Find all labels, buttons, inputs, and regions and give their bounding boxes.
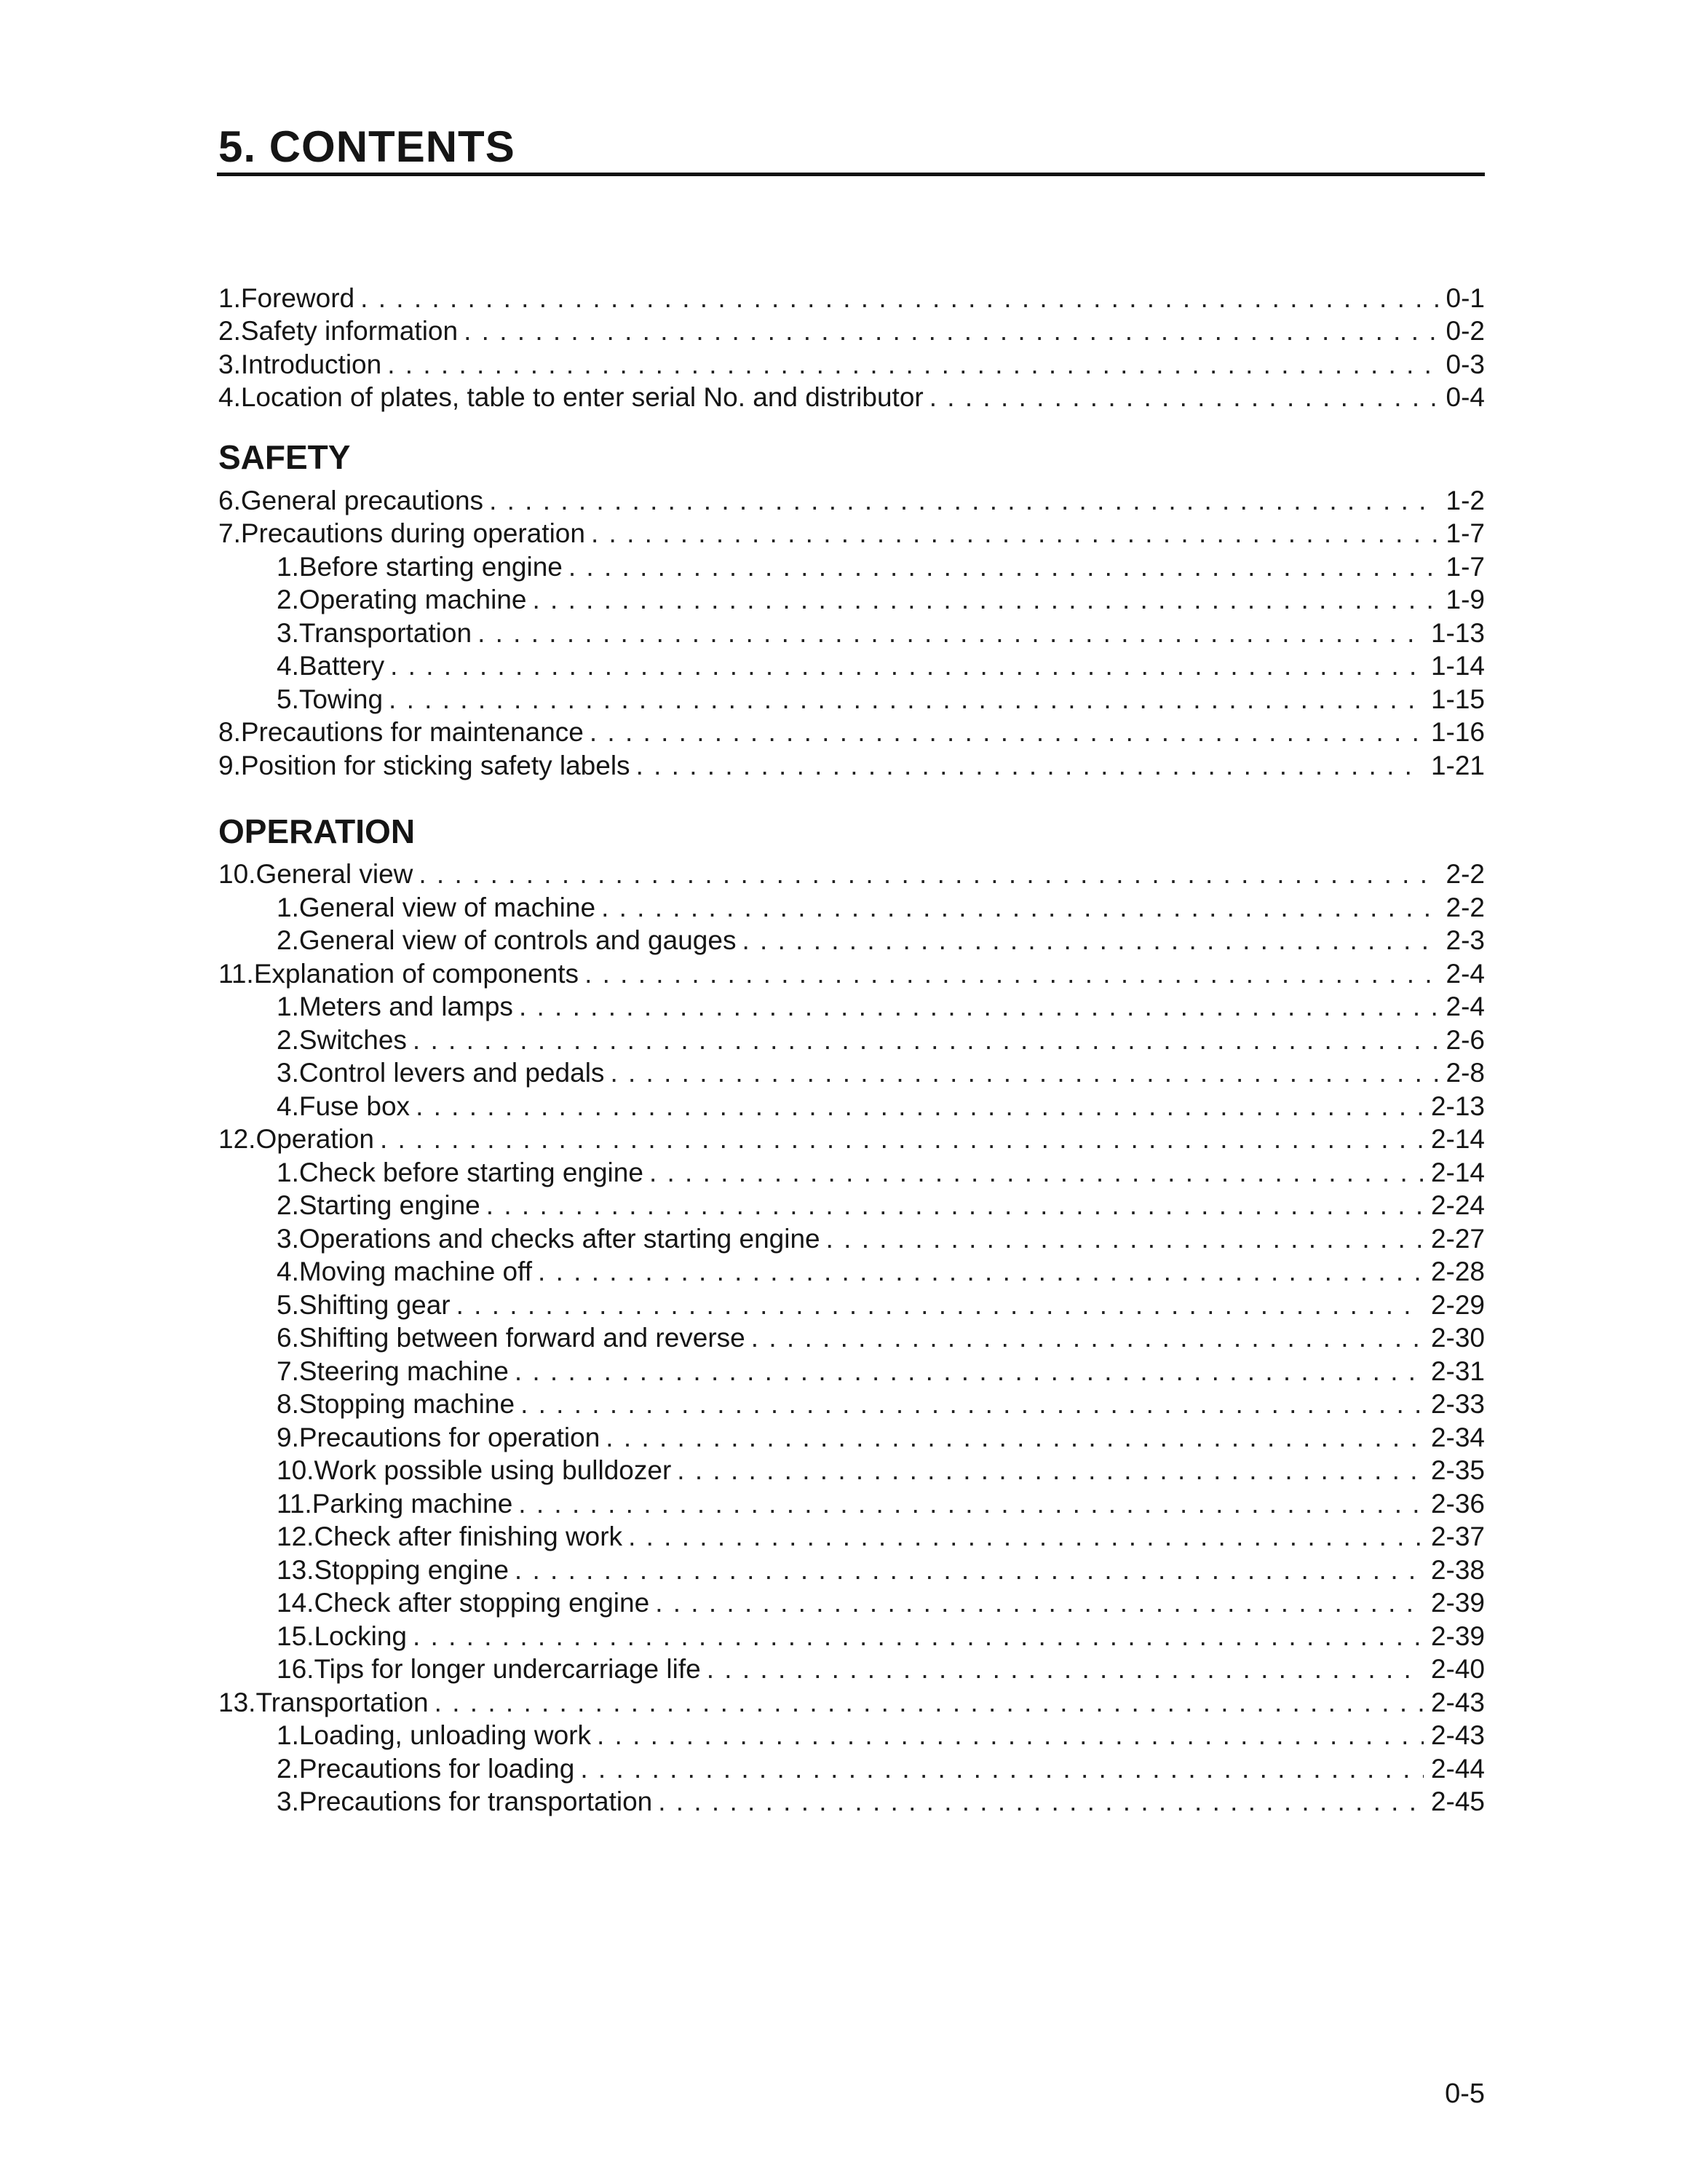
toc-entry-page: 2-29: [1430, 1289, 1485, 1320]
toc-entry-page: 2-34: [1430, 1422, 1485, 1452]
toc-entry-label: Work possible using bulldozer: [314, 1455, 672, 1485]
toc-entry-number: 2.: [277, 1753, 299, 1784]
toc-entry-label: Starting engine: [298, 1190, 480, 1220]
toc-entry[interactable]: [218, 1619, 1485, 1653]
toc-entry-label: Before starting engine: [298, 551, 563, 582]
toc-entry-label: Foreword: [240, 282, 355, 313]
toc-entry-page: 0-3: [1446, 349, 1485, 379]
toc-entry[interactable]: [218, 616, 1485, 649]
toc-entry-page: 2-4: [1446, 992, 1485, 1021]
toc-entry-number: 2.: [218, 316, 241, 346]
toc-entry-page: 1-14: [1430, 651, 1485, 681]
toc-entry-label: Precautions for transportation: [298, 1787, 653, 1816]
toc-rows: [218, 858, 1485, 1819]
dot-leader: [591, 518, 1439, 550]
toc-entry-number: 10.: [277, 1455, 314, 1485]
dot-leader: [515, 1554, 1424, 1586]
toc-entry-number: 4.: [277, 651, 299, 681]
toc-entry-number: 3.: [277, 617, 299, 648]
dot-leader: [519, 991, 1439, 1023]
toc-entry-label: Shifting gear: [298, 1289, 451, 1320]
toc-entry-number: 11.: [277, 1488, 312, 1519]
toc-entry-label: Operations and checks after starting engine: [298, 1223, 820, 1254]
toc-entry-number: 10.: [218, 859, 256, 889]
toc-entry-page: 0-4: [1446, 382, 1485, 412]
toc-entry-label: Control levers and pedals: [298, 1058, 605, 1088]
toc-entry-page: 2-3: [1446, 925, 1485, 955]
toc-entry[interactable]: [218, 890, 1485, 924]
dot-leader: [435, 1687, 1424, 1719]
toc-entry-page: 2-44: [1430, 1753, 1485, 1784]
toc-entry-label: Towing: [298, 684, 384, 714]
toc-entry[interactable]: [218, 1089, 1485, 1123]
toc-entry-label: Introduction: [240, 349, 382, 379]
section-heading-safety: SAFETY: [218, 438, 351, 476]
toc-entry-number: 4.: [277, 1257, 299, 1286]
toc-entry-label: Precautions for maintenance: [240, 717, 584, 747]
toc-entry-label: Transportation: [255, 1687, 429, 1717]
dot-leader: [380, 1123, 1424, 1155]
toc-entry-number: 1.: [277, 1720, 299, 1750]
toc-entry[interactable]: [218, 550, 1485, 583]
toc-entry-page: 2-38: [1430, 1554, 1485, 1585]
toc-entry-label: General view: [255, 859, 413, 889]
toc-entry[interactable]: [218, 1719, 1485, 1752]
page-number: 0-5: [1445, 2078, 1485, 2109]
page-title: 5. CONTENTS: [218, 122, 515, 171]
toc-entry-label: General view of machine: [298, 892, 596, 922]
toc-entry-label: Operation: [255, 1124, 374, 1154]
toc-entry[interactable]: [218, 1586, 1485, 1620]
toc-entry-number: 14.: [277, 1588, 314, 1618]
toc-entry-number: 12.: [218, 1124, 256, 1154]
toc-entry[interactable]: [218, 1487, 1485, 1520]
dot-leader: [580, 1753, 1424, 1785]
toc-entry[interactable]: [218, 281, 1485, 314]
toc-entry[interactable]: [218, 583, 1485, 617]
toc-entry-page: 2-39: [1430, 1588, 1485, 1618]
toc-entry-number: 1.: [218, 282, 241, 313]
toc-entry[interactable]: [218, 716, 1485, 749]
dot-leader: [419, 858, 1438, 890]
dot-leader: [413, 1621, 1424, 1653]
dot-leader: [538, 1256, 1424, 1288]
toc-entry-page: 2-13: [1430, 1091, 1485, 1121]
toc-entry-number: 5.: [277, 684, 299, 714]
toc-entry-label: Moving machine off: [298, 1257, 533, 1286]
toc-entry[interactable]: [218, 1255, 1485, 1289]
toc-group-operation: [218, 811, 1485, 1819]
toc-entry-page: 2-31: [1430, 1356, 1485, 1386]
toc-rows: [218, 483, 1485, 782]
toc-entry[interactable]: [218, 1752, 1485, 1785]
toc-entry-page: 2-39: [1430, 1621, 1485, 1651]
toc-entry-label: General precautions: [240, 485, 484, 515]
dot-leader: [416, 1091, 1424, 1123]
toc-entry-label: Loading, unloading work: [298, 1720, 591, 1750]
toc-entry-number: 9.: [277, 1422, 299, 1452]
toc-rows: [218, 281, 1485, 414]
toc-entry-number: 7.: [277, 1356, 299, 1386]
dot-leader: [387, 349, 1438, 381]
toc-entry-number: 2.: [277, 1024, 299, 1055]
toc-entry[interactable]: [218, 1685, 1485, 1719]
toc-entry[interactable]: [218, 1785, 1485, 1819]
toc-entry-page: 2-43: [1430, 1720, 1485, 1750]
toc-entry[interactable]: [218, 649, 1485, 683]
toc-entry[interactable]: [218, 1388, 1485, 1421]
dot-leader: [584, 958, 1438, 990]
toc-entry-number: 13.: [218, 1687, 256, 1717]
toc-entry-label: Check before starting engine: [298, 1157, 643, 1187]
dot-leader: [518, 1488, 1424, 1520]
toc-entry-number: 12.: [277, 1522, 314, 1551]
toc-entry-number: 2.: [277, 1190, 299, 1220]
toc-entry[interactable]: [218, 1155, 1485, 1189]
toc-entry-number: 8.: [218, 717, 241, 747]
toc-entry[interactable]: [218, 1520, 1485, 1554]
toc-group-safety: [218, 437, 1485, 782]
dot-leader: [389, 684, 1424, 716]
toc-entry-label: Stopping engine: [314, 1554, 509, 1585]
toc-entry[interactable]: [218, 1023, 1485, 1056]
toc-entry-label: Tips for longer undercarriage life: [314, 1654, 701, 1684]
toc-entry[interactable]: [218, 1653, 1485, 1686]
toc-entry-label: Precautions during operation: [240, 518, 585, 548]
toc-entry-page: 2-14: [1430, 1157, 1485, 1187]
toc-entry-number: 3.: [277, 1058, 299, 1088]
toc-entry-number: 6.: [218, 485, 241, 515]
toc-entry-page: 1-15: [1430, 684, 1485, 714]
toc-entry[interactable]: [218, 748, 1485, 782]
toc-entry[interactable]: [218, 1454, 1485, 1487]
section-heading-operation: OPERATION: [218, 812, 416, 850]
toc-entry-page: 0-2: [1446, 316, 1485, 346]
toc-entry-page: 2-27: [1430, 1223, 1485, 1254]
toc-entry-number: 1.: [277, 1157, 299, 1187]
toc-entry-number: 6.: [277, 1323, 299, 1353]
dot-leader: [390, 650, 1424, 682]
dot-leader: [677, 1455, 1424, 1487]
dot-leader: [515, 1356, 1424, 1388]
dot-leader: [929, 381, 1439, 414]
toc-entry-page: 2-14: [1430, 1124, 1485, 1154]
toc-entry-number: 13.: [277, 1554, 314, 1585]
dot-leader: [751, 1322, 1424, 1354]
toc-entry-label: Meters and lamps: [298, 992, 513, 1021]
toc-entry-number: 4.: [218, 382, 241, 412]
toc-entry-number: 1.: [277, 892, 299, 922]
toc-entry-page: 1-9: [1446, 585, 1485, 614]
toc-entry-page: 2-36: [1430, 1488, 1485, 1519]
toc-entry[interactable]: [218, 924, 1485, 957]
toc-entry-label: Switches: [298, 1024, 407, 1055]
toc-entry-number: 4.: [277, 1091, 299, 1121]
toc-entry-number: 11.: [218, 958, 254, 989]
toc-entry[interactable]: [218, 1420, 1485, 1454]
dot-leader: [464, 315, 1438, 347]
toc-entry-page: 2-35: [1430, 1455, 1485, 1485]
toc-entry[interactable]: [218, 1553, 1485, 1586]
dot-leader: [655, 1587, 1424, 1619]
toc-entry-page: 1-7: [1446, 518, 1485, 548]
toc-entry-number: 3.: [218, 349, 241, 379]
toc-entry-label: Battery: [298, 651, 385, 681]
toc-entry[interactable]: [218, 1189, 1485, 1222]
toc-entry[interactable]: [218, 682, 1485, 716]
toc-entry-label: Fuse box: [298, 1091, 411, 1121]
dot-leader: [742, 925, 1438, 957]
toc-entry-label: Location of plates, table to enter serial No. and distributor: [240, 382, 924, 412]
toc-entry-label: Stopping machine: [298, 1389, 515, 1419]
toc-entry-page: 1-16: [1430, 717, 1485, 747]
toc-entry-page: 2-40: [1430, 1654, 1485, 1684]
dot-leader: [486, 1190, 1424, 1222]
dot-leader: [658, 1786, 1424, 1818]
toc-entry-page: 2-2: [1446, 859, 1485, 889]
dot-leader: [360, 282, 1438, 314]
dot-leader: [636, 750, 1424, 782]
toc-entry-page: 2-2: [1446, 892, 1485, 922]
dot-leader: [489, 485, 1438, 517]
toc-entry-number: 2.: [277, 925, 299, 955]
toc-entry-page: 1-21: [1430, 750, 1485, 780]
toc-group-intro: [218, 281, 1485, 414]
toc-entry[interactable]: [218, 1354, 1485, 1388]
toc-entry[interactable]: [218, 1123, 1485, 1156]
toc-entry-number: 15.: [277, 1621, 314, 1651]
toc-entry-number: 3.: [277, 1223, 299, 1254]
toc-entry[interactable]: [218, 990, 1485, 1024]
toc-entry[interactable]: [218, 957, 1485, 990]
toc-entry-number: 2.: [277, 585, 299, 614]
toc-entry-label: Precautions for operation: [298, 1422, 600, 1452]
dot-leader: [532, 584, 1438, 616]
toc-entry-label: General view of controls and gauges: [298, 925, 737, 955]
toc-entry[interactable]: [218, 314, 1485, 348]
toc-entry-page: 2-45: [1430, 1787, 1485, 1816]
dot-leader: [610, 1057, 1438, 1089]
toc-entry-label: Check after finishing work: [314, 1522, 623, 1551]
toc-entry[interactable]: [218, 483, 1485, 517]
dot-leader: [649, 1157, 1424, 1189]
toc-entry-label: Check after stopping engine: [314, 1588, 650, 1618]
toc-entry[interactable]: [218, 1288, 1485, 1321]
toc-entry[interactable]: [218, 1222, 1485, 1255]
toc-entry[interactable]: [218, 381, 1485, 414]
toc-entry-page: 2-4: [1446, 958, 1485, 989]
toc-entry[interactable]: [218, 347, 1485, 381]
toc-entry[interactable]: [218, 858, 1485, 891]
dot-leader: [597, 1720, 1424, 1752]
table-of-contents: [218, 275, 1485, 1818]
toc-entry-number: 7.: [218, 518, 241, 548]
toc-entry-page: 1-2: [1446, 485, 1485, 515]
toc-entry-page: 1-7: [1446, 551, 1485, 582]
dot-leader: [456, 1289, 1424, 1321]
toc-entry-page: 2-28: [1430, 1257, 1485, 1286]
toc-entry-page: 2-43: [1430, 1687, 1485, 1717]
dot-leader: [413, 1024, 1439, 1056]
toc-entry-page: 0-1: [1446, 282, 1485, 313]
toc-entry[interactable]: [218, 517, 1485, 550]
toc-entry-number: 16.: [277, 1654, 314, 1684]
dot-leader: [590, 716, 1424, 748]
toc-entry-page: 2-30: [1430, 1323, 1485, 1353]
toc-entry-number: 1.: [277, 551, 299, 582]
toc-entry[interactable]: [218, 1321, 1485, 1355]
toc-entry-label: Safety information: [240, 316, 459, 346]
title-rule: [217, 173, 1485, 176]
dot-leader: [826, 1223, 1424, 1255]
dot-leader: [707, 1653, 1424, 1685]
toc-entry-page: 1-13: [1430, 617, 1485, 648]
dot-leader: [628, 1521, 1424, 1553]
dot-leader: [520, 1388, 1424, 1420]
toc-entry-page: 2-24: [1430, 1190, 1485, 1220]
toc-entry[interactable]: [218, 1056, 1485, 1090]
toc-entry-label: Locking: [314, 1621, 407, 1651]
toc-entry-number: 8.: [277, 1389, 299, 1419]
toc-entry-number: 9.: [218, 750, 241, 780]
toc-entry-label: Parking machine: [312, 1488, 513, 1519]
toc-entry-label: Steering machine: [298, 1356, 509, 1386]
toc-entry-number: 1.: [277, 992, 299, 1021]
toc-entry-label: Precautions for loading: [298, 1753, 575, 1784]
dot-leader: [601, 892, 1438, 924]
toc-entry-number: 5.: [277, 1289, 299, 1320]
toc-entry-label: Position for sticking safety labels: [240, 750, 630, 780]
dot-leader: [477, 617, 1424, 649]
toc-entry-label: Shifting between forward and reverse: [298, 1323, 745, 1353]
toc-entry-page: 2-8: [1446, 1058, 1485, 1088]
toc-entry-number: 3.: [277, 1787, 299, 1816]
dot-leader: [568, 551, 1439, 583]
toc-entry-page: 2-33: [1430, 1389, 1485, 1419]
dot-leader: [606, 1422, 1424, 1454]
toc-entry-label: Transportation: [298, 617, 472, 648]
toc-entry-label: Operating machine: [298, 585, 527, 614]
toc-entry-page: 2-6: [1446, 1024, 1485, 1055]
toc-entry-page: 2-37: [1430, 1522, 1485, 1551]
toc-entry-label: Explanation of components: [253, 958, 579, 989]
